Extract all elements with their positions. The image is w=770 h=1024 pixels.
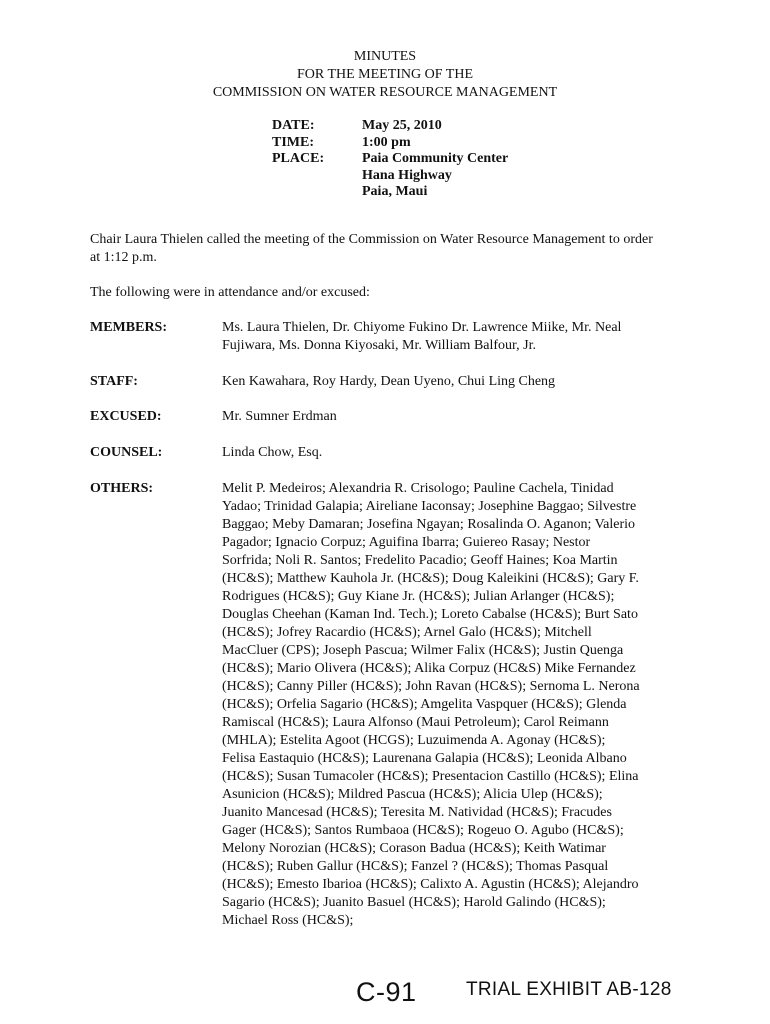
time-label: TIME: (272, 134, 314, 150)
document-header (0, 48, 770, 102)
date-value: May 25, 2010 (362, 118, 442, 133)
excused-label: EXCUSED: (90, 409, 162, 424)
staff-label: STAFF: (90, 374, 138, 389)
attendance-paragraph: The following were in attendance and/or excused: (90, 285, 370, 300)
staff-row (90, 373, 690, 391)
header-organization: COMMISSION ON WATER RESOURCE MANAGEMENT (212, 85, 558, 100)
intro-section (90, 231, 665, 302)
header-subtitle: FOR THE MEETING OF THE (296, 67, 474, 82)
place-value (362, 151, 508, 201)
excused-value: Mr. Sumner Erdman (222, 409, 337, 424)
others-label: OTHERS: (90, 481, 154, 496)
counsel-value: Linda Chow, Esq. (222, 445, 323, 460)
meeting-details (272, 118, 508, 201)
page-code: C-91 (356, 977, 417, 1007)
place-line-city: Paia, Maui (362, 184, 428, 199)
members-label: MEMBERS: (90, 320, 167, 335)
header-title: MINUTES (353, 49, 417, 64)
excused-row (90, 408, 690, 426)
date-label: DATE: (272, 118, 315, 133)
place-line-venue: Paia Community Center (362, 151, 509, 166)
counsel-row (90, 444, 690, 462)
counsel-label: COUNSEL: (90, 445, 163, 460)
members-value: Ms. Laura Thielen, Dr. Chiyome Fukino Dr. Lawrence Miike, Mr. Neal Fujiwara, Ms. Donna Kiyosaki, Mr. William Balfour, Jr. (222, 320, 622, 353)
trial-exhibit-stamp: TRIAL EXHIBIT AB-128 (466, 979, 672, 1000)
meeting-time-row (272, 135, 508, 152)
meeting-date-row (272, 118, 508, 135)
staff-value: Ken Kawahara, Roy Hardy, Dean Uyeno, Chui Ling Cheng (222, 374, 556, 389)
others-row (90, 480, 690, 930)
members-row (90, 319, 690, 355)
place-line-street: Hana Highway (362, 167, 452, 183)
time-value: 1:00 pm (362, 134, 411, 150)
call-to-order-paragraph: Chair Laura Thielen called the meeting of the Commission on Water Resource Management to order at 1:12 p.m. (90, 232, 653, 265)
place-label: PLACE: (272, 151, 325, 166)
others-value: Melit P. Medeiros; Alexandria R. Crisologo; Pauline Cachela, Tinidad Yadao; Trinidad Galapia; Aireliane Iaconsay; Josephine Baggao; Silvestre Baggao; Meby Damaran; Josefina Ngayan; Rosalinda O. Aganon; Valerio Pagador; Ignacio Corpuz; Aguifina Ibarra; Guiereo Rasay; Nestor Sorfrida; Noli R. Santos; Fredelito Pacadio; Geoff Haines; Koa Martin (HC&S); Matthew Kauhola Jr. (HC&S); Doug Kaleikini (HC&S); Gary F. Rodrigues (HC&S); Guy Kiane Jr. (HC&S); Julian Arlanger (HC&S); Douglas Cheehan (Kaman Ind. Tech.); Loreto Cabalse (HC&S); Burt Sato (HC&S); Jofrey Racardio (HC&S); Arnel Galo (HC&S); Mitchell MacCluer (CPS); Joseph Pascua; Wilmer Falix (HC&S); Justin Quenga (HC&S); Mario Olivera (HC&S); Alika Corpuz (HC&S) Mike Fernandez (HC&S); Canny Piller (HC&S); John Ravan (HC&S); Sernoma L. Nerona (HC&S); Orfelia Sagario (HC&S); Amgelita Vaspquer (HC&S); Glenda Ramiscal (HC&S); Laura Alfonso (Maui Petroleum); Carol Reimann (MHLA); Estelita Agoot (HCGS); Luzuimenda A. Agonay (HC&S); Felisa Eastaquio (HC&S); Laurenana Galapia (HC&S); Leonida Albano (HC&S); Susan Tumacoler (HC&S); Presentacion Castillo (HC&S); Elina Asunicion (HC&S); Mildred Pascua (HC&S); Alicia Ulep (HC&S); Juanito Mancesad (HC&S); Teresita M. Natividad (HC&S); Fracudes Gager (HC&S); Santos Rumbaoa (HC&S); Rogeuo O. Agubo (HC&S); Melony Norozian (HC&S); Corason Badua (HC&S); Keith Watimar (HC&S); Ruben Gallur (HC&S); Fanzel ? (HC&S); Thomas Pasqual (HC&S); Emesto Ibarioa (HC&S); Calixto A. Agustin (HC&S); Alejandro Sagario (HC&S); Juanito Basuel (HC&S); Harold Galindo (HC&S); Michael Ross (HC&S); (222, 481, 640, 928)
meeting-place-row (272, 151, 508, 201)
